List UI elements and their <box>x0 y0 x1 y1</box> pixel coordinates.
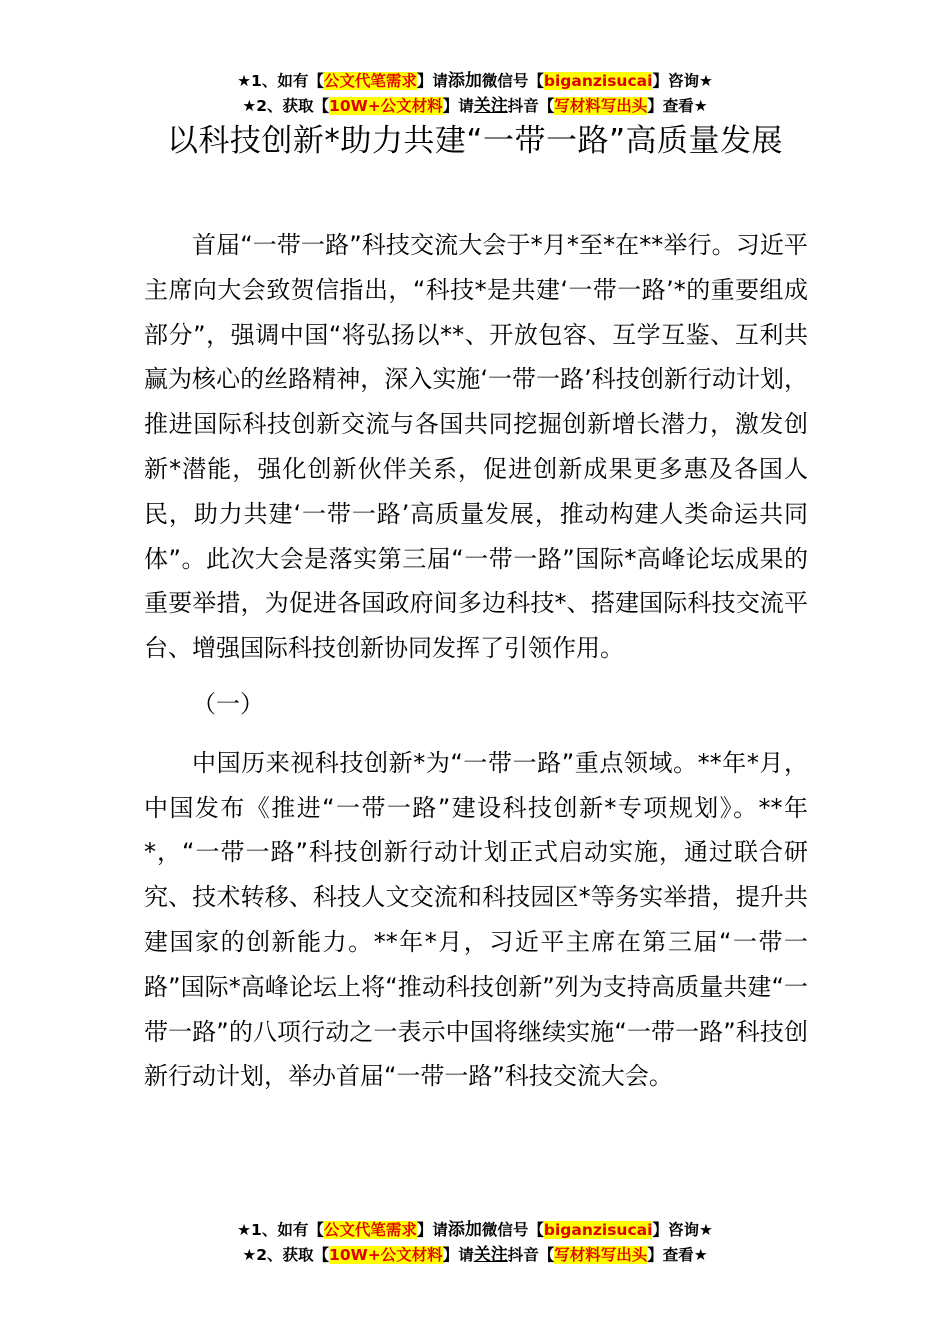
highlight-douyin-account: 写材料写出头 <box>554 97 648 115</box>
promo-line-1: ★1、如有【公文代笔需求】请添加微信号【biganzisucai】咨询★ <box>237 1220 713 1240</box>
promo-line-2: ★2、获取【10W+公文材料】请关注抖音【写材料写出头】查看★ <box>242 96 708 116</box>
document-title: 以科技创新*助力共建“一带一路”高质量发展 <box>166 123 784 159</box>
highlight-wechat-id: biganzisucai <box>543 1221 653 1239</box>
section-heading: （一） <box>192 689 264 718</box>
promo-banner-top <box>0 69 950 119</box>
highlight-wechat-id: biganzisucai <box>543 72 653 90</box>
highlight-materials: 10W+公文材料 <box>329 1246 443 1264</box>
highlight-service: 公文代笔需求 <box>323 1221 417 1239</box>
highlight-materials: 10W+公文材料 <box>329 97 443 115</box>
paragraph-2: 中国历来视科技创新*为“一带一路”重点领域。**年*月，中国发布《推进“一带一路”建设科技创新*专项规划》。**年*，“一带一路”科技创新行动计划正式启动实施，通过联合研究、技术转移、科技人文交流和科技园区*等务实举措，提升共建国家的创新能力。**年*月，习近平主席在第三届“一带一路”国际*高峰论坛上将“推动科技创新”列为支持高质量共建“一带一路”的八项行动之一表示中国将继续实施“一带一路”科技创新行动计划，举办首届“一带一路”科技交流大会。 <box>144 748 808 1091</box>
highlight-service: 公文代笔需求 <box>323 72 417 90</box>
promo-banner-bottom <box>0 1218 950 1268</box>
document-body <box>144 223 808 1099</box>
paragraph-1: 首届“一带一路”科技交流大会于*月*至*在**举行。习近平主席向大会致贺信指出，“科技*是共建‘一带一路’*的重要组成部分”，强调中国“将弘扬以**、开放包容、互学互鉴、互利共赢为核心的丝路精神，深入实施‘一带一路’科技创新行动计划，推进国际科技创新交流与各国共同挖掘创新增长潜力，激发创新*潜能，强化创新伙伴关系，促进创新成果更多惠及各国人民，助力共建‘一带一路’高质量发展，推动构建人类命运共同体”。此次大会是落实第三届“一带一路”国际*高峰论坛成果的重要举措，为促进各国政府间多边科技*、搭建国际科技交流平台、增强国际科技创新协同发挥了引领作用。 <box>144 231 808 663</box>
promo-line-1: ★1、如有【公文代笔需求】请添加微信号【biganzisucai】咨询★ <box>237 71 713 91</box>
highlight-douyin-account: 写材料写出头 <box>554 1246 648 1264</box>
promo-line-2: ★2、获取【10W+公文材料】请关注抖音【写材料写出头】查看★ <box>242 1245 708 1265</box>
